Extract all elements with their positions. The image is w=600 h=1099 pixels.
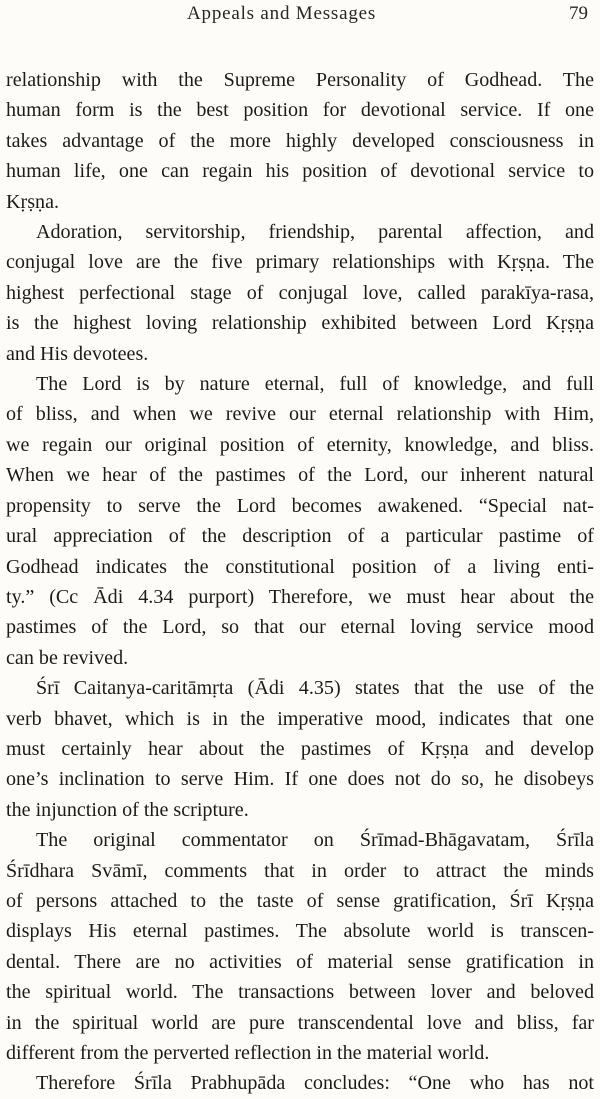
text-line: human form is the best position for devotional service. If one (6, 99, 594, 122)
text-line: Śrīdhara Svāmī, comments that in order to attract the minds (6, 859, 594, 882)
text-line: is the highest loving relationship exhibited between Lord Kṛṣṇa (6, 312, 594, 335)
text-line: we regain our original position of eternity, knowledge, and bliss. (6, 433, 594, 456)
paragraph (6, 369, 594, 673)
text-line: different from the perverted reflection in the material world. (6, 1042, 490, 1064)
text-line: The original commentator on Śrīmad-Bhāgavatam, Śrīla (36, 829, 594, 852)
paragraph (6, 217, 594, 369)
text-line: one’s inclination to serve Him. If one does not do so, he disobeys (6, 768, 594, 791)
text-line: ural appreciation of the description of a particular pastime of (6, 525, 594, 548)
text-line: verb bhavet, which is in the imperative mood, indicates that one (6, 707, 594, 730)
text-line: human life, one can regain his position of devotional service to (6, 160, 594, 183)
text-line: the injunction of the scripture. (6, 798, 249, 821)
text-line: displays His eternal pastimes. The absolute world is transcen- (6, 920, 594, 943)
text-line: can be revived. (6, 646, 129, 669)
text-line: ty.” (Cc Ādi 4.34 purport) Therefore, we must hear about the (6, 585, 594, 608)
text-line: in the spiritual world are pure transcendental love and bliss, far (6, 1011, 594, 1034)
running-head-title: Appeals and Messages (187, 3, 377, 24)
text-line: Śrī Caitanya-caritāmṛta (Ādi 4.35) states that the use of the (36, 677, 594, 700)
text-line: Godhead indicates the constitutional position of a living enti- (6, 555, 594, 578)
text-line: dental. There are no activities of material sense gratification in (6, 950, 594, 973)
text-line: relationship with the Supreme Personality of Godhead. The (6, 69, 594, 91)
text-line: must certainly hear about the pastimes of Kṛṣṇa and develop (6, 737, 594, 760)
text-line: and His devotees. (6, 342, 149, 365)
paragraph (6, 65, 594, 217)
running-head (0, 0, 600, 34)
text-line: highest perfectional stage of conjugal love, called parakīya-rasa, (6, 281, 594, 304)
text-line: of persons attached to the taste of sense gratification, Śrī Kṛṣṇa (6, 889, 594, 912)
paragraph (6, 673, 594, 825)
page-number: 79 (569, 3, 588, 24)
text-line: pastimes of the Lord, so that our eternal loving service mood (6, 616, 594, 639)
text-line: When we hear of the pastimes of the Lord, our inherent natural (6, 464, 594, 487)
text-line: Therefore Śrīla Prabhupāda concludes: “One who has not (36, 1072, 594, 1095)
text-line: of bliss, and when we revive our eternal relationship with Him, (6, 403, 594, 426)
text-line: takes advantage of the more highly developed consciousness in (6, 129, 594, 152)
text-line: propensity to serve the Lord becomes awakened. “Special nat- (6, 494, 594, 517)
body-text (6, 65, 594, 1099)
text-line: Kṛṣṇa. (6, 190, 60, 213)
text-line: conjugal love are the five primary relationships with Kṛṣṇa. The (6, 251, 594, 274)
paragraph (6, 1068, 594, 1098)
text-line: The Lord is by nature eternal, full of knowledge, and full (36, 373, 594, 396)
text-line: the spiritual world. The transactions between lover and beloved (6, 981, 594, 1004)
text-line: Adoration, servitorship, friendship, parental affection, and (36, 221, 594, 244)
